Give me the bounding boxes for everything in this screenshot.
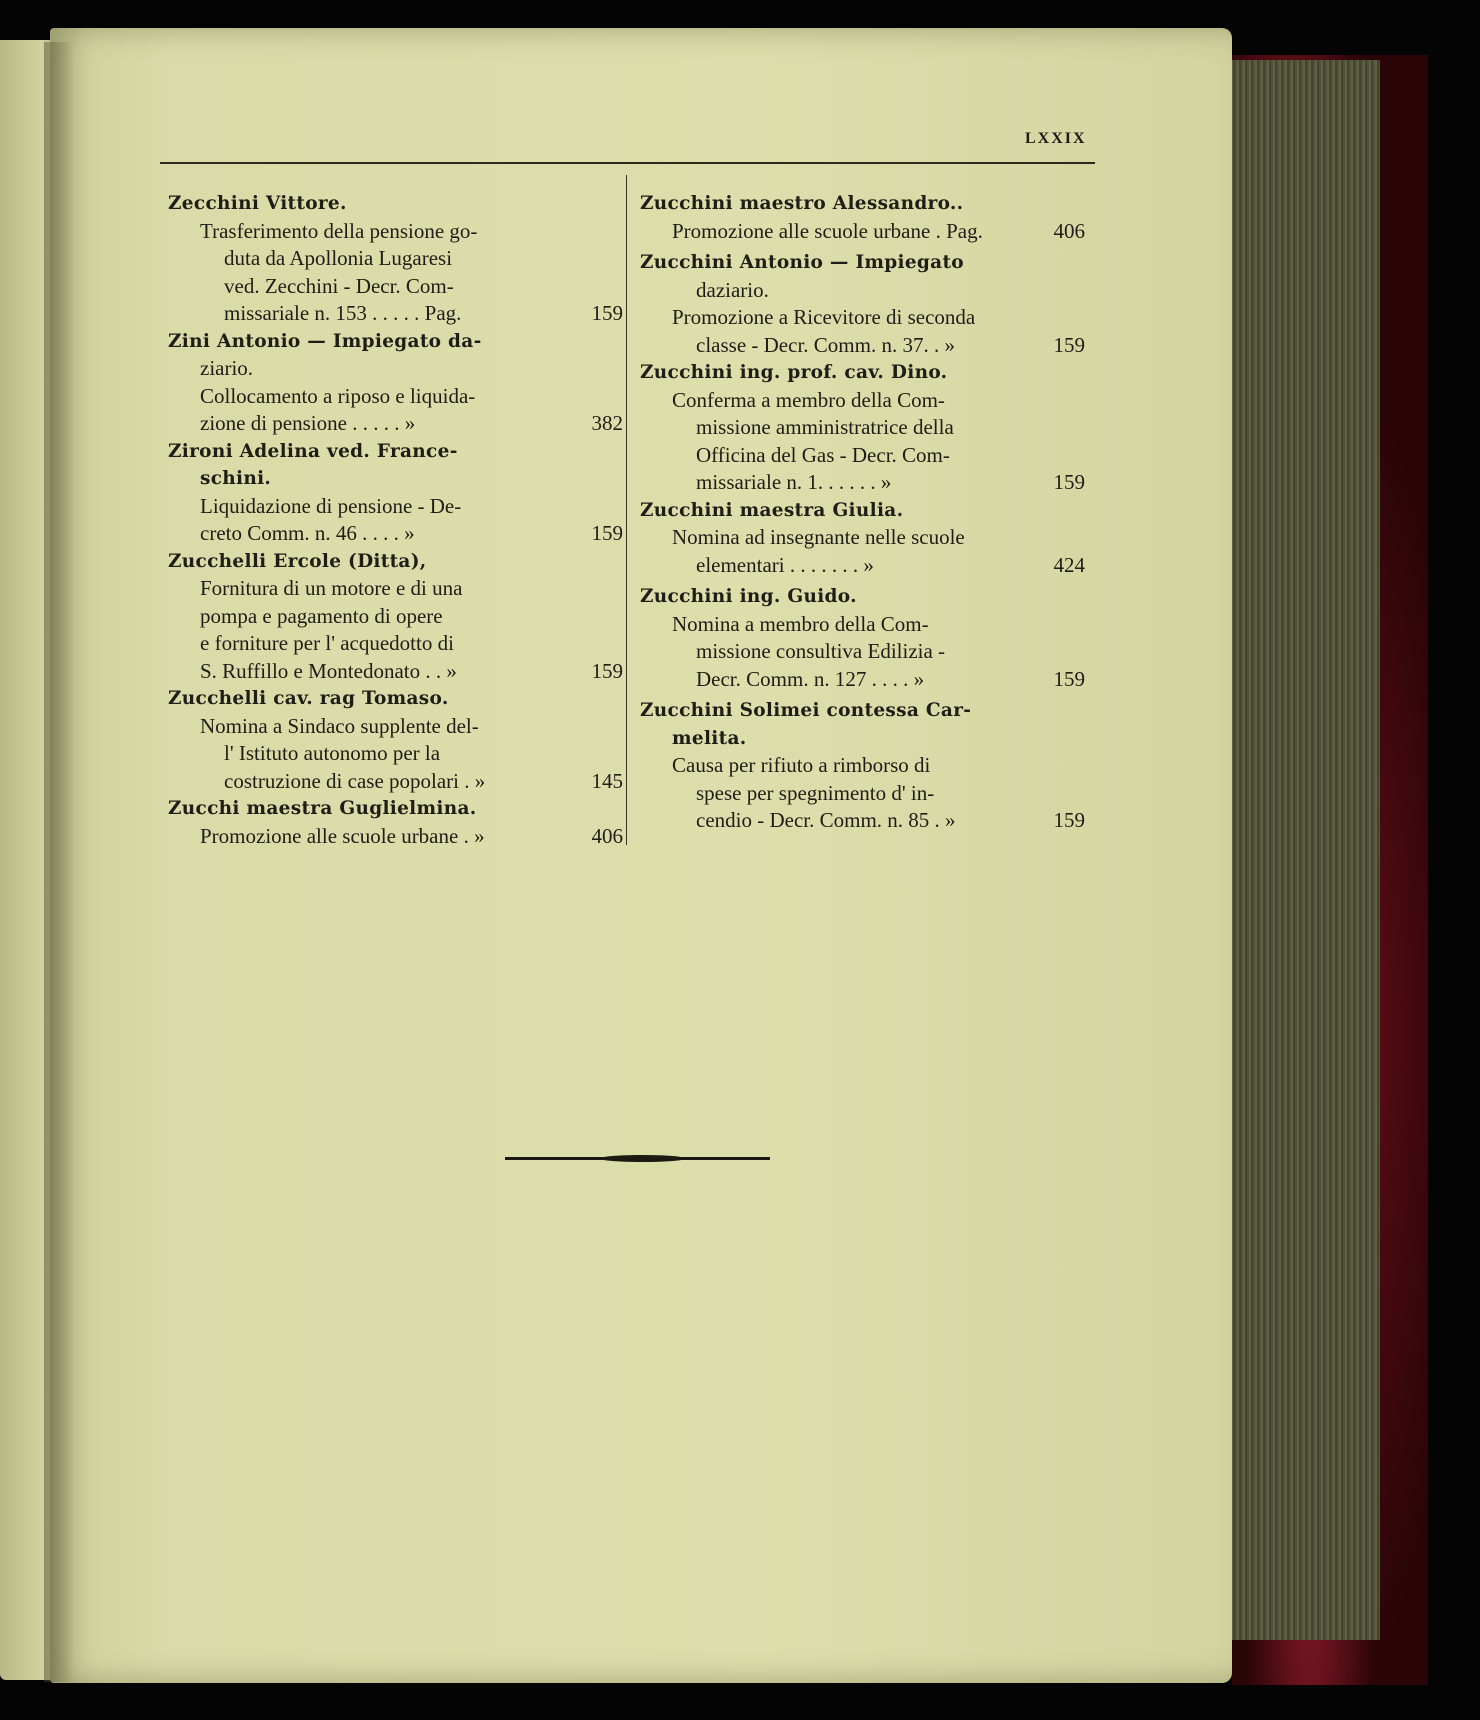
entry-line: Decr. Comm. n. 127 . . . . »	[696, 666, 925, 691]
closing-ornament-rule	[505, 1157, 770, 1160]
entry-last-line	[168, 658, 623, 686]
entry-line: e forniture per l' acquedotto di	[200, 631, 454, 655]
entry-last-line	[168, 410, 623, 438]
entry-line: daziario.	[696, 277, 769, 302]
entry-last-line	[640, 332, 1085, 360]
header-rule	[160, 162, 1095, 164]
entry-name: Zironi Adelina ved. France-	[168, 440, 458, 462]
entry-line: S. Ruffillo e Montedonato . . »	[200, 658, 457, 683]
entry-line: Collocamento a riposo e liquida-	[200, 383, 476, 408]
entry-name-continued: melita.	[672, 727, 747, 749]
entry-name: Zucchelli Ercole (Ditta),	[168, 550, 427, 572]
entry-last-line	[168, 300, 623, 328]
index-entry	[168, 328, 623, 438]
page-reference: 406	[591, 823, 623, 848]
page-reference: 159	[1053, 470, 1085, 494]
entry-line: Nomina ad insegnante nelle scuole	[672, 525, 965, 549]
entry-last-line	[640, 666, 1085, 694]
entry-line: missariale n. 153 . . . . . Pag.	[224, 301, 462, 325]
index-entry	[168, 190, 623, 328]
entry-name: Zecchini Vittore.	[168, 193, 347, 214]
entry-name: Zucchini maestra Giulia.	[640, 499, 904, 521]
entry-line: Nomina a membro della Com-	[672, 611, 929, 636]
entry-line: zione di pensione . . . . . »	[200, 411, 416, 435]
entry-name: Zini Antonio — Impiegato da-	[168, 330, 482, 352]
index-entry	[168, 795, 623, 850]
entry-last-line	[168, 768, 623, 796]
entry-line: l' Istituto autonomo per la	[224, 741, 441, 765]
entry-last-line	[640, 469, 1085, 497]
entry-name: Zucchini ing. prof. cav. Dino.	[640, 362, 948, 383]
entry-name: Zucchi maestra Guglielmina.	[168, 798, 477, 819]
index-entry	[640, 497, 1085, 580]
entry-last-line	[640, 552, 1085, 580]
index-entry	[640, 249, 1085, 359]
entry-line: Promozione alle scuole urbane . Pag.	[672, 218, 983, 243]
entry-line: missione consultiva Edilizia -	[696, 639, 946, 663]
entry-last-line	[168, 823, 623, 851]
entry-line: duta da Apollonia Lugaresi	[224, 246, 453, 270]
entry-line: Causa per rifiuto a rimborso di	[672, 753, 931, 777]
entry-line: spese per spegnimento d' in-	[696, 780, 935, 805]
page-reference: 159	[591, 301, 623, 325]
entry-line: Promozione alle scuole urbane . »	[200, 823, 485, 848]
entry-last-line	[168, 520, 623, 548]
index-entry	[168, 548, 623, 686]
entry-line: Fornitura di un motore e di una	[200, 576, 463, 600]
entry-name-continued: schini.	[200, 468, 272, 489]
page-reference: 382	[591, 411, 623, 435]
page-reference: 159	[591, 521, 623, 545]
index-entry	[640, 190, 1085, 245]
entry-name: Zucchelli cav. rag Tomaso.	[168, 688, 449, 709]
entry-line: pompa e pagamento di opere	[200, 603, 443, 628]
entry-line: cendio - Decr. Comm. n. 85 . »	[696, 808, 956, 832]
index-entry	[168, 685, 623, 795]
page-reference: 406	[1053, 218, 1085, 243]
entry-line: Nomina a Sindaco supplente del-	[200, 713, 479, 738]
entry-last-line	[640, 807, 1085, 835]
entry-line: Promozione a Ricevitore di seconda	[672, 305, 976, 329]
entry-line: Liquidazione di pensione - De-	[200, 493, 462, 518]
entry-name: Zucchini ing. Guido.	[640, 586, 857, 607]
page-reference: 159	[1053, 666, 1085, 691]
page-stack-edges	[1228, 60, 1380, 1640]
entry-line: missione amministratrice della	[696, 415, 954, 439]
index-entry	[640, 359, 1085, 497]
page-folio: LXXIX	[1025, 130, 1087, 147]
index-column-left	[168, 190, 623, 850]
entry-line: creto Comm. n. 46 . . . . »	[200, 521, 415, 545]
entry-line: Conferma a membro della Com-	[672, 387, 945, 412]
index-entry	[640, 697, 1085, 835]
entry-line: ved. Zecchini - Decr. Com-	[224, 273, 454, 298]
entry-name: Zucchini Solimei contessa Car-	[640, 700, 972, 721]
entry-name: Zucchini Antonio — Impiegato	[640, 252, 964, 273]
entry-line: Officina del Gas - Decr. Com-	[696, 442, 950, 467]
page-reference: 159	[591, 658, 623, 683]
page-gutter	[44, 42, 74, 1682]
index-entry	[168, 438, 623, 548]
index-column-right	[640, 190, 1085, 835]
entry-line: missariale n. 1. . . . . . »	[696, 470, 892, 494]
column-divider	[626, 175, 627, 845]
entry-line: Trasferimento della pensione go-	[200, 218, 478, 243]
page-reference: 159	[1053, 332, 1085, 357]
entry-name: Zucchini maestro Alessandro..	[640, 193, 964, 214]
entry-line: ziario.	[200, 356, 254, 380]
entry-line: elementari . . . . . . . »	[696, 552, 874, 577]
index-entry	[640, 583, 1085, 693]
entry-line: costruzione di case popolari . »	[224, 768, 486, 793]
page-reference: 145	[591, 768, 623, 793]
entry-line: classe - Decr. Comm. n. 37. . »	[696, 332, 955, 357]
entry-last-line	[640, 218, 1085, 246]
page-reference: 159	[1053, 808, 1085, 832]
page-reference: 424	[1053, 552, 1085, 577]
